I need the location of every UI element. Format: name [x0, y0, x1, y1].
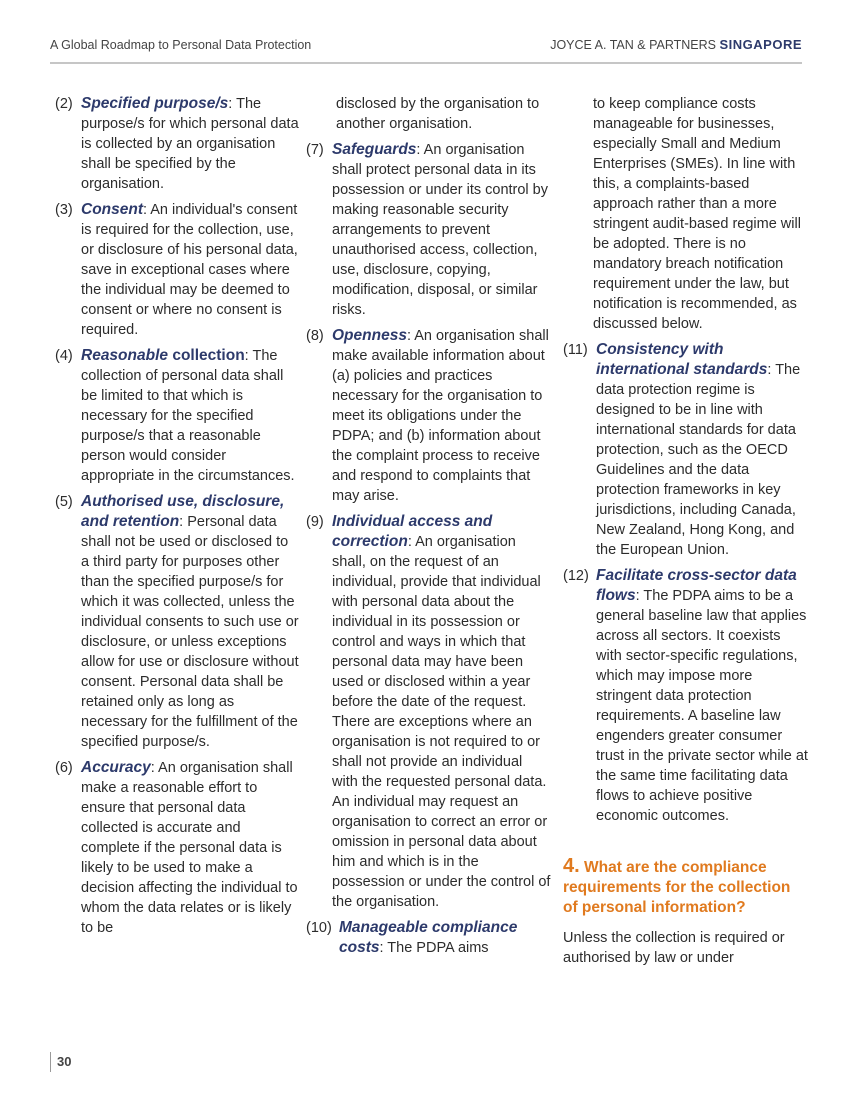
question-heading	[563, 856, 808, 918]
continued-text: to keep compliance costs manageable for businesses, especially Small and Medium Enterprises (SMEs). In line with this, a complaints-based approach rather than a more stringent audit-based regime will be adopted. There is no mandatory breach notification requirement under the law, but notification is recommended, as discussed below.	[593, 96, 801, 332]
item-text	[81, 200, 300, 340]
item-body: : An organisation shall make a reasonable effort to ensure that personal data collected is accurate and complete if the personal data is likely to be used to make a decision affecting the individual to whom the data relates or is likely to be	[81, 760, 298, 936]
country-name: SINGAPORE	[719, 37, 802, 52]
principle-item	[55, 200, 300, 340]
item-number: (5)	[55, 494, 73, 510]
item-term-upright: collection	[168, 347, 245, 364]
question-section	[563, 856, 808, 968]
item-term: Accuracy	[81, 759, 151, 776]
item-term: Facilitate cross-sector data flows	[596, 567, 797, 604]
item-body: : The PDPA aims	[379, 940, 489, 956]
item-text	[339, 918, 551, 958]
item-body: : The purpose/s for which personal data is collected by an organisation shall be specified by the organisation.	[81, 96, 299, 192]
principle-item	[306, 326, 551, 506]
firm-country	[550, 37, 802, 52]
principle-item	[55, 346, 300, 486]
question-number: 4.	[563, 855, 580, 877]
question-title: What are the compliance requirements for the collection of personal information?	[563, 859, 791, 916]
item-text	[332, 512, 551, 912]
item-term: Individual access and correction	[332, 513, 493, 550]
item-number: (11)	[563, 342, 588, 358]
item-text	[81, 758, 300, 938]
column-1	[55, 94, 300, 944]
item-text	[81, 492, 300, 752]
item-number: (8)	[306, 328, 324, 344]
book-title: A Global Roadmap to Personal Data Protection	[50, 38, 312, 52]
item-number: (2)	[55, 96, 73, 112]
principle-item	[306, 140, 551, 320]
item-term: Reasonable	[81, 347, 169, 364]
column-2	[306, 94, 551, 964]
item-term: Specified purpose/s	[81, 95, 229, 112]
item-text	[596, 340, 808, 560]
principle-item	[55, 94, 300, 194]
item-term: Authorised use, disclosure, and retention	[81, 493, 285, 530]
item-text	[332, 326, 551, 506]
item-number: (7)	[306, 142, 324, 158]
item-number: (9)	[306, 514, 324, 530]
item-body: : The PDPA aims to be a general baseline law that applies across all sectors. It coexists with sector-specific regulations, which may impose more stringent data protection requirements. A baseline law engenders greater consumer trust in the private sector while at the same time facilitating data flows to achieve positive economic outcomes.	[596, 588, 808, 824]
continued-text: disclosed by the organisation to another organisation.	[336, 96, 540, 132]
question-body: Unless the collection is required or authorised by law or under	[563, 930, 785, 966]
item-text	[596, 566, 808, 826]
principle-item	[55, 492, 300, 752]
item-number: (12)	[563, 568, 589, 584]
item-term: Openness	[332, 327, 407, 344]
item-body: : The collection of personal data shall be limited to that which is necessary for the specified purpose/s that a reasonable person would consider appropriate in the circumstances.	[81, 348, 295, 484]
item-number: (3)	[55, 202, 73, 218]
item-term: Consistency with international standards	[596, 341, 768, 378]
column-3	[563, 94, 808, 968]
item-text	[81, 346, 300, 486]
page-number: 30	[50, 1052, 71, 1072]
firm-name: JOYCE A. TAN & PARTNERS	[550, 38, 716, 52]
principle-item	[306, 512, 551, 912]
item-body: : An organisation shall protect personal data in its possession or under its control by making reasonable security arrangements to prevent unauthorised access, collection, use, disclosure, copying, modification, disposal, or similar risks.	[332, 142, 548, 318]
principle-item	[563, 566, 808, 826]
item-number: (6)	[55, 760, 73, 776]
item-body: : An organisation shall, on the request of an individual, provide that individual with personal data about the individual in its possession or control and ways in which that personal data may have been used or disclosed within a year before the date of the request. There are exceptions where an organisation is not required to or shall not provide an individual with the requested personal data. An individual may request an organisation to correct an error or omission in personal data about him and which is in the possession or under the control of the organisation.	[332, 534, 551, 910]
running-header	[50, 30, 802, 64]
item-term: Consent	[81, 201, 143, 218]
item-term: Safeguards	[332, 141, 417, 158]
item-body: : Personal data shall not be used or disclosed to a third party for purposes other than the specified purpose/s for which it was collected, unless the individual consents to such use or disclosure, or unless exceptions allow for use or disclosure without consent. Personal data shall be retained only as long as necessary for the fulfillment of the specified purpose/s.	[81, 514, 299, 750]
principle-item	[563, 340, 808, 560]
item-body: : An individual's consent is required for the collection, use, or disclosure of his personal data, save in exceptional cases where the individual may be deemed to consent or where no consent is required.	[81, 202, 298, 338]
item-number: (10)	[306, 920, 332, 936]
principle-item	[55, 758, 300, 938]
principle-item	[306, 918, 551, 958]
item-number: (4)	[55, 348, 73, 364]
item-text	[81, 94, 300, 194]
item-text	[332, 140, 551, 320]
item-term: Manageable compliance costs	[339, 919, 518, 956]
item-body: : The data protection regime is designed to be in line with international standards for data protection, such as the OECD Guidelines and the data protection frameworks in key jurisdictions, including Canada, New Zealand, Hong Kong, and the European Union.	[596, 362, 801, 558]
item-body: : An organisation shall make available information about (a) policies and practices necessary for the organisation to meet its obligations under the PDPA; and (b) information about the complaint process to receive and respond to complaints that may arise.	[332, 328, 549, 504]
